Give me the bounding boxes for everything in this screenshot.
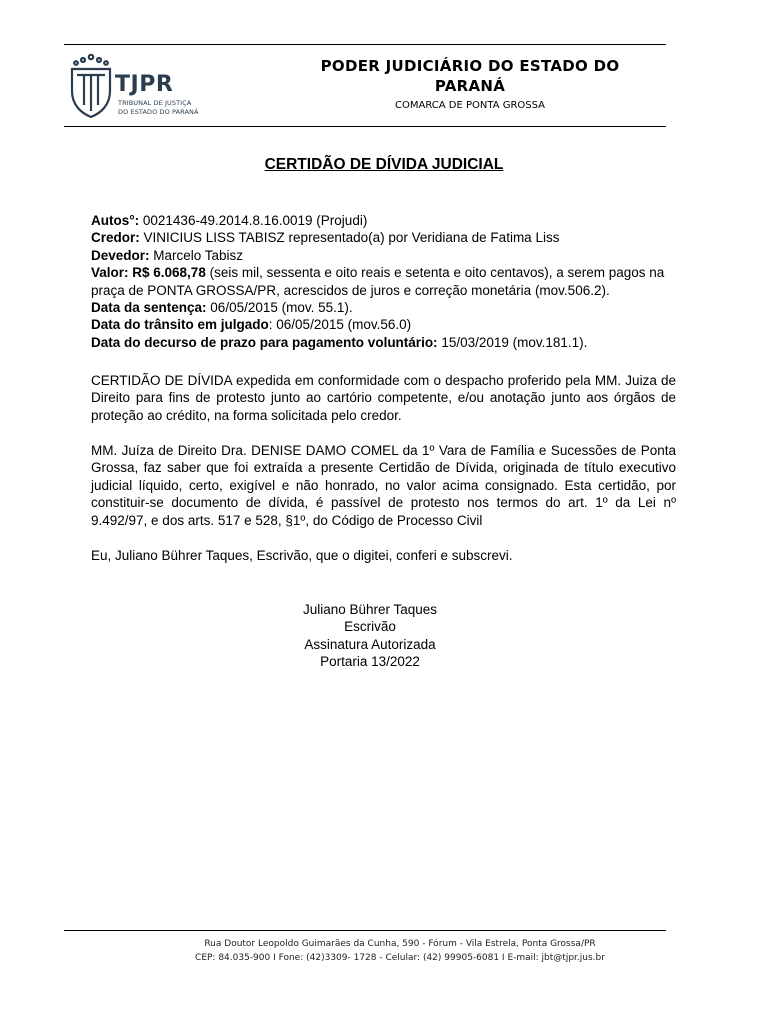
paragraph-juiza: MM. Juíza de Direito Dra. DENISE DAMO COMEL da 1º Vara de Família e Sucessões de Ponta Grossa, faz saber que foi extraída a presente Certidão de Dívida, originada de título executivo judicial líquido, certo, exigível e não honrado, no valor acima consignado. Esta certidão, por constituir-se documento de dívida, é passível de protesto nos termos do art. 1º da Lei nº 9.492/97, e dos arts. 517 e 528, §1º, do Código de Processo Civil (91, 443, 676, 528)
court-name-line1: PODER JUDICIÁRIO DO ESTADO DO (320, 57, 620, 75)
signature-authorized: Assinatura Autorizada (304, 636, 436, 652)
valor-label: Valor: R$ 6.068,78 (91, 265, 206, 281)
logo-subtitle-line2: DO ESTADO DO PARANÁ (118, 108, 199, 116)
paragraph-certidao: CERTIDÃO DE DÍVIDA expedida em conformidade com o despacho proferido pela MM. Juiza de Direito para fins de protesto junto ao cartório competente, e/ou anotação junto aos órgãos de proteção ao crédito, na forma solicitada pelo credor. (91, 373, 676, 423)
transito-line (91, 316, 676, 333)
decurso-value: 15/03/2019 (mov.181.1). (437, 334, 588, 350)
autos-value: 0021436-49.2014.8.16.0019 (Projudi) (139, 213, 368, 228)
devedor-label: Devedor: (91, 247, 150, 263)
footer-rule (64, 930, 666, 931)
credor-label: Credor: (91, 230, 140, 246)
valor-value: (seis mil, sessenta e oito reais e setenta e oito centavos), a serem pagos na praça de PONTA GROSSA/PR, acrescidos de juros e correção monetária (mov.506.2). (91, 265, 665, 298)
header-bottom-rule (64, 126, 666, 127)
logo-wordmark: TJPR (115, 72, 174, 97)
comarca-name: COMARCA DE PONTA GROSSA (395, 100, 545, 111)
tjpr-crest-icon (68, 53, 114, 119)
valor-line (91, 264, 676, 299)
sentenca-value: 06/05/2015 (mov. 55.1). (206, 300, 353, 316)
logo-subtitle-line1: TRIBUNAL DE JUSTIÇA (118, 99, 192, 107)
transito-label: Data do trânsito em julgado (91, 317, 269, 333)
signature-block (270, 601, 470, 671)
signature-portaria: Portaria 13/2022 (320, 654, 420, 670)
decurso-line (91, 334, 676, 351)
footer-address: Rua Doutor Leopoldo Guimarães da Cunha, 590 - Fórum - Vila Estrela, Ponta Grossa/PR (204, 939, 596, 949)
credor-line (91, 229, 676, 246)
autos-line (91, 212, 676, 229)
transito-value: : 06/05/2015 (mov.56.0) (268, 317, 412, 333)
decurso-label: Data do decurso de prazo para pagamento voluntário: (91, 334, 438, 350)
court-name-line2: PARANÁ (434, 77, 506, 95)
signature-name: Juliano Bührer Taques (302, 602, 438, 617)
paragraph-escrivao: Eu, Juliano Bührer Taques, Escrivão, que o digitei, conferi e subscrevi. (91, 548, 513, 563)
devedor-value: Marcelo Tabisz (149, 247, 244, 263)
footer-contact: CEP: 84.035-900 I Fone: (42)3309- 1728 - Celular: (42) 99905-6081 I E-mail: jbt@tjpr.jus.br (195, 953, 605, 963)
autos-label: Autos°: (91, 213, 140, 228)
signature-role: Escrivão (344, 619, 396, 635)
sentenca-label: Data da sentença: (91, 300, 207, 316)
devedor-line (91, 247, 676, 264)
credor-value: VINICIUS LISS TABISZ representado(a) por Veridiana de Fatima Liss (139, 230, 560, 246)
document-title: CERTIDÃO DE DÍVIDA JUDICIAL (264, 156, 504, 173)
header-top-rule (64, 44, 666, 45)
sentenca-line (91, 299, 676, 316)
case-details (91, 212, 676, 351)
